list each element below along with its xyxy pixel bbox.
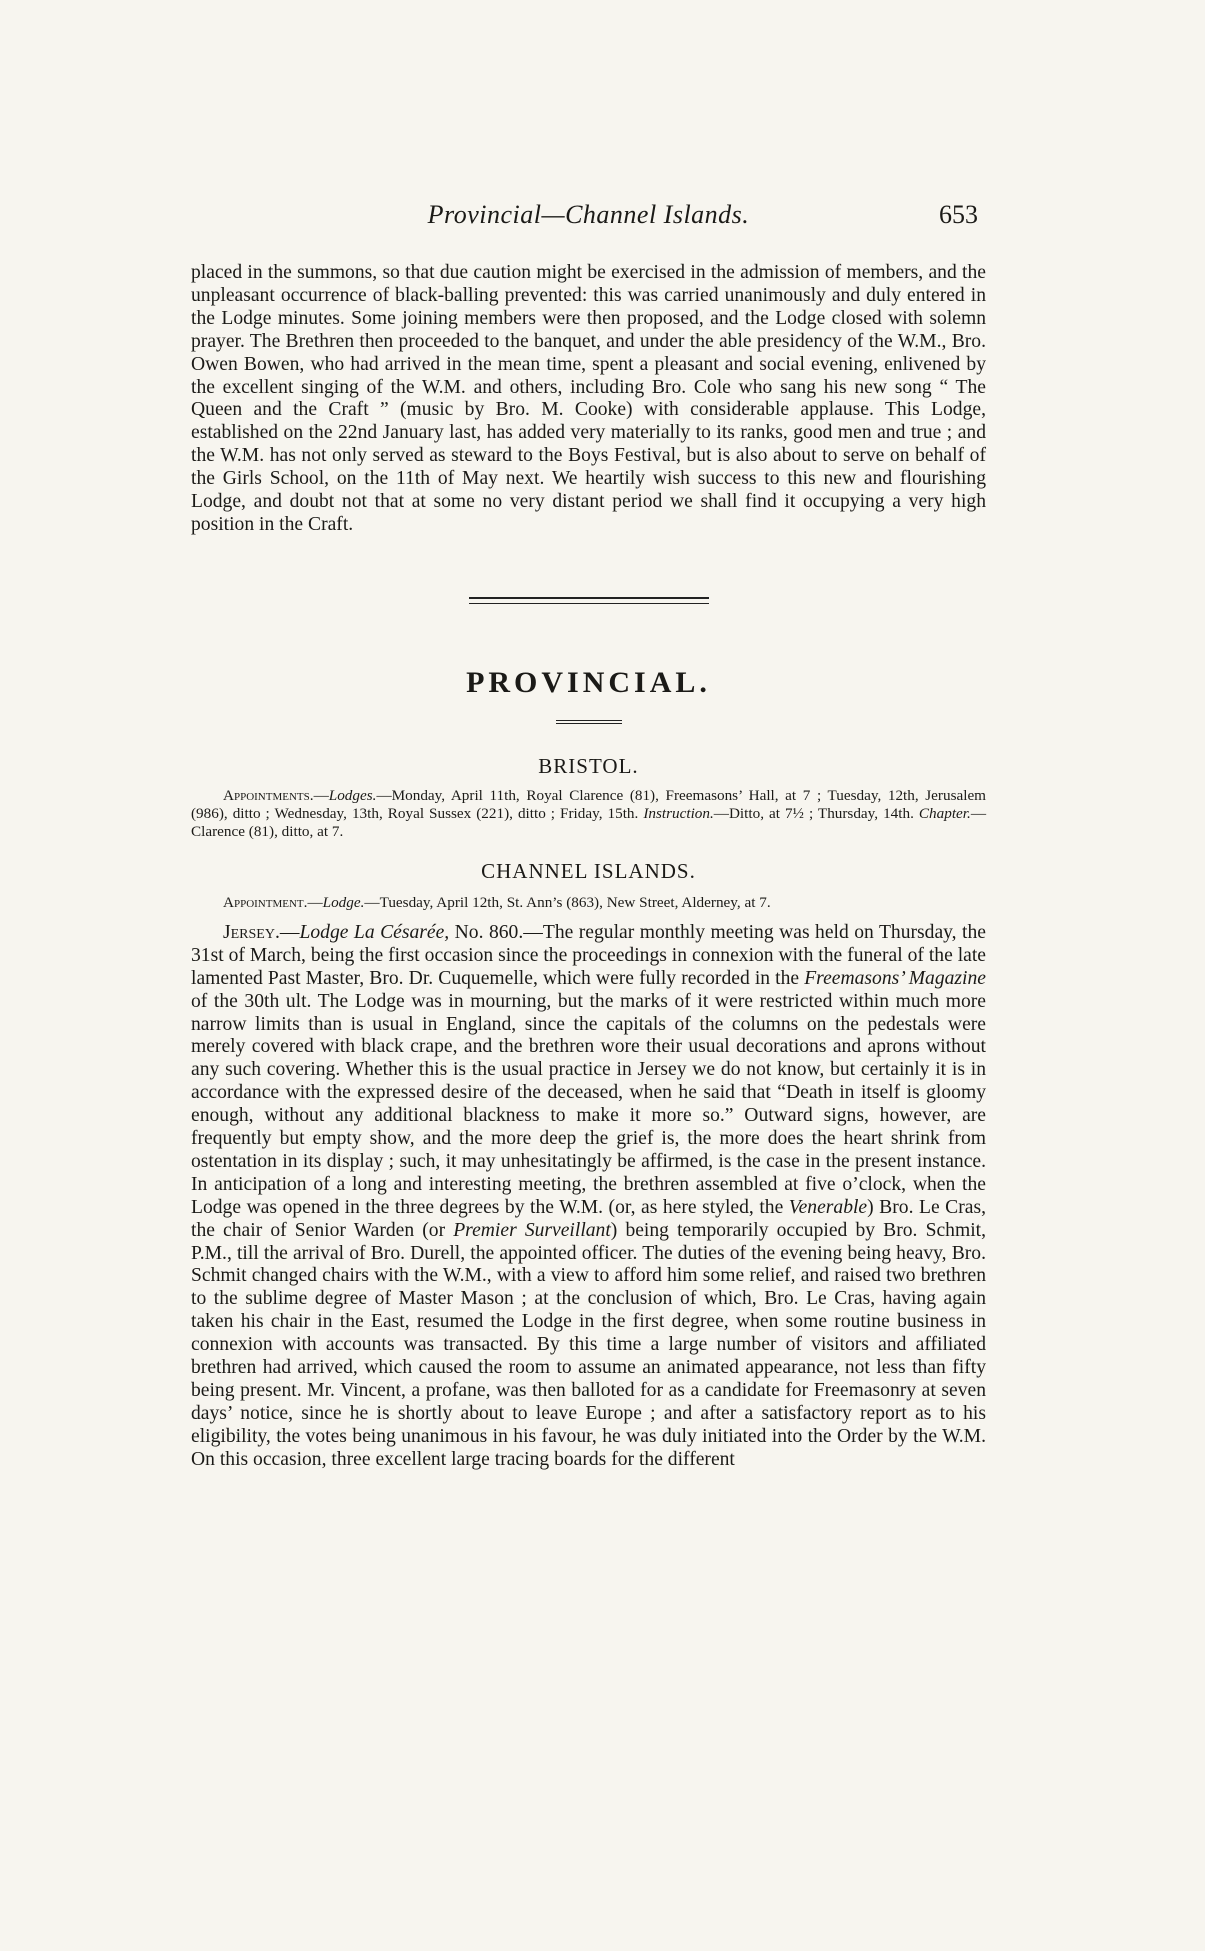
jersey-label: Jersey. [223,921,280,943]
page-number: 653 [939,200,978,229]
page [191,200,986,1472]
jersey-lodge-name: Lodge La Césarée, [299,921,450,943]
jersey-text-2: of the 30th ult. The Lodge was in mourning, but the marks of it were restricted within much more narrow limits than is usual in England, since the capitals of the columns on the pedestals were merely covered with black crape, and the brethren wore their usual decorations and aprons without any such covering. Whether this is the usual practice in Jersey we do not know, but certainly it is in accordance with the expressed desire of the deceased, when he said that “Death in itself is gloomy enough, without any additional blackness to make it more so.” Outward signs, however, are frequently but empty show, and the more deep the grief is, the more does the heart shrink from ostentation in its display ; such, it may unhesitatingly be affirmed, is the case in the present instance. In anticipation of a long and interesting meeting, the brethren assembled at five o’clock, when the Lodge was opened in the three degrees by the W.M. (or, as here styled, the [191,990,986,1218]
magazine-title: Freemasons’ Magazine [804,967,986,989]
appointments-label: Appointments. [223,786,314,804]
channel-islands-appointment: Appointment.—Lodge.—Tuesday, April 12th, St. Ann’s (863), New Street, Alderney, at 7. [223,893,771,911]
bristol-appointments: Appointments.—Lodges.—Monday, April 11th, Royal Clarence (81), Freemasons’ Hall, at 7 ; Tuesday, 12th, Jerusalem (986), ditto ; Wednesday, 13th, Royal Sussex (221), ditto ; Friday, 15th. Instruction.—Ditto, at 7½ ; Thursday, 14th. Chapter.—Clarence (81), ditto, at 7. [191,786,986,840]
instruction-label: Instruction. [643,804,714,822]
jersey-text-4: ) being temporarily occupied by Bro. Schmit, P.M., till the arrival of Bro. Durell, the appointed officer. The duties of the evening being heavy, Bro. Schmit changed chairs with the W.M., with a view to afford him some relief, and raised two brethren to the sublime degree of Master Mason ; at the conclusion of which, Bro. Le Cras, having again taken his chair in the East, resumed the Lodge in the first degree, when some routine business in connexion with accounts was transacted. By this time a large number of visitors and affiliated brethren had arrived, which caused the room to assume an animated appearance, not less than fifty being present. Mr. Vincent, a profane, was then balloted for as a candidate for Freemasonry at seven days’ notice, since he is shortly about to leave Europe ; and after a satisfactory report as to his eligibility, the votes being unanimous in his favour, he was duly initiated into the Order by the W.M. On this occasion, three excellent large tracing boards for the different [191,1219,986,1470]
chapter-text: —Clarence (81), ditto, at 7. [191,804,986,840]
lodge-text: —Tuesday, April 12th, St. Ann’s (863), New Street, Alderney, at 7. [364,893,771,911]
chapter-label: Chapter. [918,804,971,822]
jersey-report: Jersey.—Lodge La Césarée, No. 860.—The regular monthly meeting was held on Thursday, the 31st of March, being the first occasion since the proceedings in connexion with the funeral of the late lamented Past Master, Bro. Dr. Cuquemelle, which were fully recorded in the Freemasons’ Magazine of the 30th ult. The Lodge was in mourning, but the marks of it were restricted within much more narrow limits than is usual in England, since the capitals of the columns on the pedestals were merely covered with black crape, and the brethren wore their usual decorations and aprons without any such covering. Whether this is the usual practice in Jersey we do not know, but certainly it is in accordance with the expressed desire of the deceased, when he said that “Death in itself is gloomy enough, without any additional blackness to make it more so.” Outward signs, however, are frequently but empty show, and the more deep the grief is, the more does the heart shrink from ostentation in its display ; such, it may unhesitatingly be affirmed, is the case in the present instance. In anticipation of a long and interesting meeting, the brethren assembled at five o’clock, when the Lodge was opened in the three degrees by the W.M. (or, as here styled, the Venerable) Bro. Le Cras, the chair of Senior Warden (or Premier Surveillant) being temporarily occupied by Bro. Schmit, P.M., till the arrival of Bro. Durell, the appointed officer. The duties of the evening being heavy, Bro. Schmit changed chairs with the W.M., with a view to afford him some relief, and raised two brethren to the sublime degree of Master Mason ; at the conclusion of which, Bro. Le Cras, having again taken his chair in the East, resumed the Lodge in the first degree, when some routine business in connexion with accounts was transacted. By this time a large number of visitors and affiliated brethren had arrived, which caused the room to assume an animated appearance, not less than fifty being present. Mr. Vincent, a profane, was then balloted for as a candidate for Freemasonry at seven days’ notice, since he is shortly about to leave Europe ; and after a satisfactory report as to his eligibility, the votes being unanimous in his favour, he was duly initiated into the Order by the W.M. On this occasion, three excellent large tracing boards for the different [191,921,986,1470]
section-title: PROVINCIAL. [466,665,711,699]
lodges-label: Lodges. [328,786,377,804]
channel-islands-heading: CHANNEL ISLANDS. [481,858,696,883]
premier-term: Premier Surveillant [453,1219,611,1241]
lodge-label: Lodge. [322,893,365,911]
running-title: Provincial—Channel Islands. [427,200,750,229]
appointment-label: Appointment. [223,893,308,911]
instruction-text: —Ditto, at 7½ ; Thursday, 14th. [713,804,914,822]
lodges-text: —Monday, April 11th, Royal Clarence (81), Freemasons’ Hall, at 7 ; Tuesday, 12th, Jerusalem (986), ditto ; Wednesday, 13th, Royal Sussex (221), ditto ; Friday, 15th. [191,786,986,822]
section-divider [469,597,709,604]
bristol-heading: BRISTOL. [538,753,639,778]
venerable-term: Venerable [788,1196,868,1218]
jersey-text-1: No. 860.—The regular monthly meeting was held on Thursday, the 31st of March, being the first occasion since the proceedings in connexion with the funeral of the late lamented Past Master, Bro. Dr. Cuquemelle, which were fully recorded in the [191,921,986,989]
continuation-paragraph: placed in the summons, so that due caution might be exercised in the admission of members, and the unpleasant occurrence of black-balling prevented: this was carried unanimously and duly entered in the Lodge minutes. Some joining members were then proposed, and the Lodge closed with solemn prayer. The Brethren then proceeded to the banquet, and under the able presidency of the W.M., Bro. Owen Bowen, who had arrived in the mean time, spent a pleasant and social evening, enlivened by the excellent singing of the W.M. and others, including Bro. Cole who sang his new song “ The Queen and the Craft ” (music by Bro. M. Cooke) with considerable applause. This Lodge, established on the 22nd January last, has added very materially to its ranks, good men and true ; and the W.M. has not only served as steward to the Boys Festival, but is also about to serve on behalf of the Girls School, on the 11th of May next. We heartily wish success to this new and flourishing Lodge, and doubt not that at some no very distant period we shall find it occupying a very high position in the Craft. [191,262,986,535]
running-header [191,200,986,236]
jersey-text-3: ) Bro. Le Cras, the chair of Senior Warden (or [191,1196,986,1241]
title-underline [556,720,622,724]
